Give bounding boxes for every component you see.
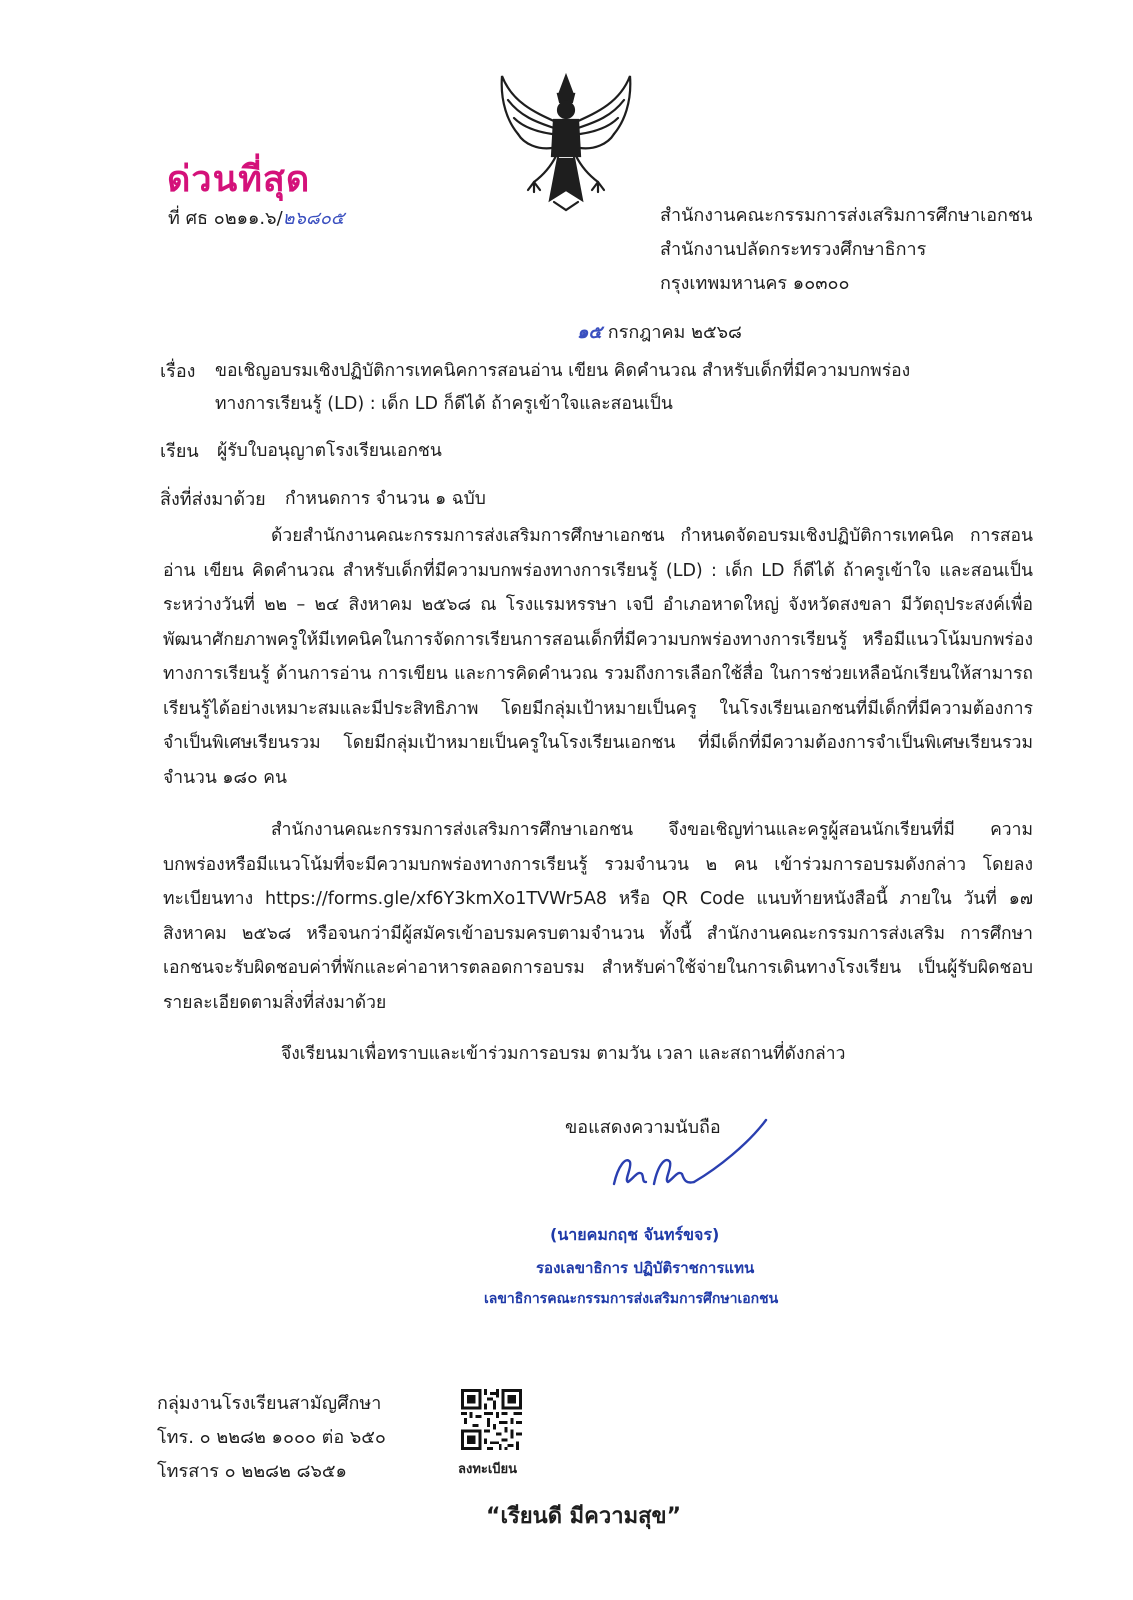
qr-caption: ลงทะเบียน — [458, 1462, 518, 1477]
contact-phone: โทร. ๐ ๒๒๘๒ ๑๐๐๐ ต่อ ๖๕๐ — [157, 1427, 386, 1448]
body-paragraph-1 — [163, 519, 1033, 795]
recipient-label: เรียน — [160, 441, 199, 462]
motto: “เรียนดี มีความสุข” — [486, 1504, 682, 1529]
recipient-value: ผู้รับใบอนุญาตโรงเรียนเอกชน — [217, 441, 442, 461]
signatory-name: (นายคมกฤช จันทร์ขจร) — [550, 1225, 720, 1244]
signature-icon — [608, 1118, 788, 1208]
contact-department: กลุ่มงานโรงเรียนสามัญศึกษา — [157, 1393, 382, 1414]
body-paragraph-1-text: ด้วยสำนักงานคณะกรรมการส่งเสริมการศึกษาเอกชน กำหนดจัดอบรมเชิงปฏิบัติการเทคนิค การสอนอ่าน เขียน คิดคำนวณ สำหรับเด็กที่มีความบกพร่องทางการเรียนรู้ (LD) : เด็ก LD ก็ดีได้ ถ้าครูเข้าใจ และสอนเป็น ระหว่างวันที่ ๒๒ – ๒๔ สิงหาคม ๒๕๖๘ ณ โรงแรมหรรษา เจบี อำเภอหาดใหญ่ จังหวัดสงขลา มีวัตถุประสงค์เพื่อพัฒนาศักยภาพครูให้มีเทคนิคในการจัดการเรียนการสอนเด็กที่มีความบกพร่องทางการเรียนรู้ หรือมีแนวโน้มบกพร่องทางการเรียนรู้ ด้านการอ่าน การเขียน และการคิดคำนวณ รวมถึงการเลือกใช้สื่อ ในการช่วยเหลือนักเรียนให้สามารถเรียนรู้ได้อย่างเหมาะสมและมีประสิทธิภาพ โดยมีกลุ่มเป้าหมายเป็นครู ในโรงเรียนเอกชนที่มีเด็กที่มีความต้องการจำเป็นพิเศษเรียนรวม โดยมีกลุ่มเป้าหมายเป็นครูในโรงเรียนเอกชน ที่มีเด็กที่มีความต้องการจำเป็นพิเศษเรียนรวม จำนวน ๑๘๐ คน — [163, 526, 1033, 788]
subject-label: เรื่อง — [160, 361, 196, 382]
document-number — [168, 203, 344, 232]
issuer-address-line-1: สำนักงานคณะกรรมการส่งเสริมการศึกษาเอกชน — [660, 205, 1033, 226]
document-date — [577, 317, 742, 346]
subject-line-1: ขอเชิญอบรมเชิงปฏิบัติการเทคนิคการสอนอ่าน เขียน คิดคำนวณ สำหรับเด็กที่มีความบกพร่อง — [215, 361, 911, 381]
signatory-position-1: รองเลขาธิการ ปฏิบัติราชการแทน — [536, 1259, 755, 1277]
body-paragraph-3: จึงเรียนมาเพื่อทราบและเข้าร่วมการอบรม ตามวัน เวลา และสถานที่ดังกล่าว — [281, 1044, 846, 1064]
date-month-year: กรกฎาคม ๒๕๖๘ — [607, 322, 742, 343]
issuer-address-line-3: กรุงเทพมหานคร ๑๐๓๐๐ — [660, 273, 850, 294]
qr-code-icon[interactable] — [461, 1389, 522, 1450]
body-paragraph-2-text: สำนักงานคณะกรรมการส่งเสริมการศึกษาเอกชน จึงขอเชิญท่านและครูผู้สอนนักเรียนที่มี ความบกพร่องหรือมีแนวโน้มที่จะมีความบกพร่องทางการเรียนรู้ รวมจำนวน ๒ คน เข้าร่วมการอบรมดังกล่าว โดยลงทะเบียนทาง https://forms.gle/xf6Y3kmXo1TVWr5A8 หรือ QR Code แนบท้ายหนังสือนี้ ภายใน วันที่ ๑๗ สิงหาคม ๒๕๖๘ หรือจนกว่ามีผู้สมัครเข้าอบรมครบตามจำนวน ทั้งนี้ สำนักงานคณะกรรมการส่งเสริม การศึกษาเอกชนจะรับผิดชอบค่าที่พักและค่าอาหารตลอดการอบรม สำหรับค่าใช้จ่ายในการเดินทางโรงเรียน เป็นผู้รับผิดชอบ รายละเอียดตามสิ่งที่ส่งมาด้วย — [163, 820, 1033, 1013]
enclosure-label: สิ่งที่ส่งมาด้วย — [160, 489, 266, 510]
closing-regards: ขอแสดงความนับถือ — [565, 1117, 721, 1138]
garuda-emblem-icon — [494, 72, 638, 212]
contact-fax: โทรสาร ๐ ๒๒๘๒ ๘๖๕๑ — [157, 1461, 347, 1482]
enclosure-value: กำหนดการ จำนวน ๑ ฉบับ — [285, 489, 486, 509]
subject-line-2: ทางการเรียนรู้ (LD) : เด็ก LD ก็ดีได้ ถ้าครูเข้าใจและสอนเป็น — [215, 394, 673, 414]
issuer-address-line-2: สำนักงานปลัดกระทรวงศึกษาธิการ — [660, 239, 927, 260]
body-paragraph-2 — [163, 813, 1033, 1020]
document-number-handwritten: ๒๖๘๐๕ — [282, 208, 345, 229]
urgency-heading: ด่วนที่สุด — [167, 159, 311, 200]
date-day-handwritten: ๑๕ — [577, 322, 603, 343]
document-number-prefix: ที่ ศธ ๐๒๑๑.๖/ — [168, 208, 283, 229]
signatory-position-2: เลขาธิการคณะกรรมการส่งเสริมการศึกษาเอกชน — [484, 1291, 779, 1307]
